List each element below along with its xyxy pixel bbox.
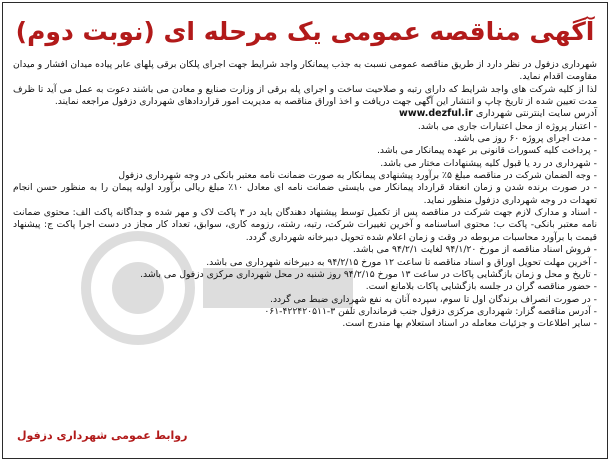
notice-body <box>13 59 597 331</box>
condition-item: - اسناد و مدارک لازم جهت شرکت در مناقصه پس از تکمیل توسط پیشنهاد دهندگان باید در ۳ پاکت لاک و مهر شده و جداگانه پاکت الف: محتوی ضمانت نامه معتبر بانکی- پاکت ب: محتوی اساسنامه و آخرین تغییرات شرکت، رتبه، رشته، رزومه کاری، سوابق، تعداد کار مجاز در دست اجرا پاکت ج: پیشنهاد قیمت با برآورد محاسبات مربوطه در وقت و زمان اعلام شده تحویل دبیرخانه شهرداری گردد. <box>13 207 597 244</box>
intro-paragraph: شهرداری دزفول در نظر دارد از طریق مناقصه عمومی نسبت به جذب پیمانکار واجد شرایط جهت اجرای پلکان برقی پلهای عابر پیاده میدان افشار و میدان مقاومت اقدام نماید. <box>13 59 597 83</box>
eligibility-paragraph: لذا از کلیه شرکت های واجد شرایط که دارای رتبه و صلاحیت ساخت و اجرای پله برقی از وزارت صنایع و معادن می باشند دعوت به عمل می آید تا ظرف مدت تعیین شده از تاریخ چاپ و انتشار این آگهی جهت دریافت و اخذ اوراق مناقصه به مدیریت امور قراردادهای شهرداری دزفول مراجعه نمایند. <box>13 83 597 108</box>
condition-item: - حضور مناقصه گران در جلسه بازگشایی پاکات بلامانع است. <box>13 281 597 293</box>
tender-notice <box>2 2 608 459</box>
condition-item: - در صورت برنده شدن و زمان انعقاد قرارداد پیمانکار می بایستی ضمانت نامه ای معادل ۱۰٪ مبلغ ریالی برآورد اولیه پیمان را به منظور حسن انجام تعهدات در وجه شهرداری دزفول منظور نماید. <box>13 182 597 207</box>
conditions-list <box>13 121 597 331</box>
website-line <box>13 108 597 120</box>
footer-signature: روابط عمومی شهرداری دزفول <box>17 429 188 442</box>
condition-item: - اعتبار پروژه از محل اعتبارات جاری می باشد. <box>13 121 597 133</box>
condition-item: - آدرس مناقصه گزار: شهرداری مرکزی دزفول جنب فرمانداری تلفن ۳-۴۲۲۴۲۰۵۱۱-۰۶۱ <box>13 306 597 318</box>
website-link[interactable]: www.dezful.ir <box>399 108 473 120</box>
condition-item: - مدت اجرای پروژه ۶۰ روز می باشد. <box>13 133 597 145</box>
condition-item: - پرداخت کلیه کسورات قانونی بر عهده پیمانکار می باشد. <box>13 145 597 157</box>
condition-item: - شهرداری در رد یا قبول کلیه پیشنهادات مختار می باشد. <box>13 158 597 170</box>
condition-item: - در صورت انصراف برندگان اول تا سوم، سپرده آنان به نفع شهرداری ضبط می گردد. <box>13 294 597 306</box>
notice-title: آگهی مناقصه عمومی یک مرحله ای (نوبت دوم) <box>15 17 595 46</box>
condition-item: - فروش اسناد مناقصه از مورخ ۹۴/۱/۲۰ لغایت ۹۴/۲/۱ می باشد. <box>13 244 597 256</box>
condition-item: - تاریخ و محل و زمان بازگشایی پاکات در ساعت ۱۳ مورخ ۹۴/۲/۱۵ روز شنبه در محل شهرداری مرکزی دزفول می باشد. <box>13 269 597 281</box>
website-prefix: آدرس سایت اینترنتی شهرداری <box>475 108 597 120</box>
condition-item: - سایر اطلاعات و جزئیات معامله در اسناد استعلام بها مندرج است. <box>13 318 597 330</box>
condition-item: - وجه الضمان شرکت در مناقصه مبلغ ۵٪ برآورد پیشنهادی پیمانکار به صورت ضمانت نامه معتبر بانکی در وجه شهرداری دزفول <box>13 170 597 182</box>
condition-item: - آخرین مهلت تحویل اوراق و اسناد مناقصه تا ساعت ۱۲ مورخ ۹۴/۲/۱۵ به دبیرخانه شهرداری می باشد. <box>13 257 597 269</box>
